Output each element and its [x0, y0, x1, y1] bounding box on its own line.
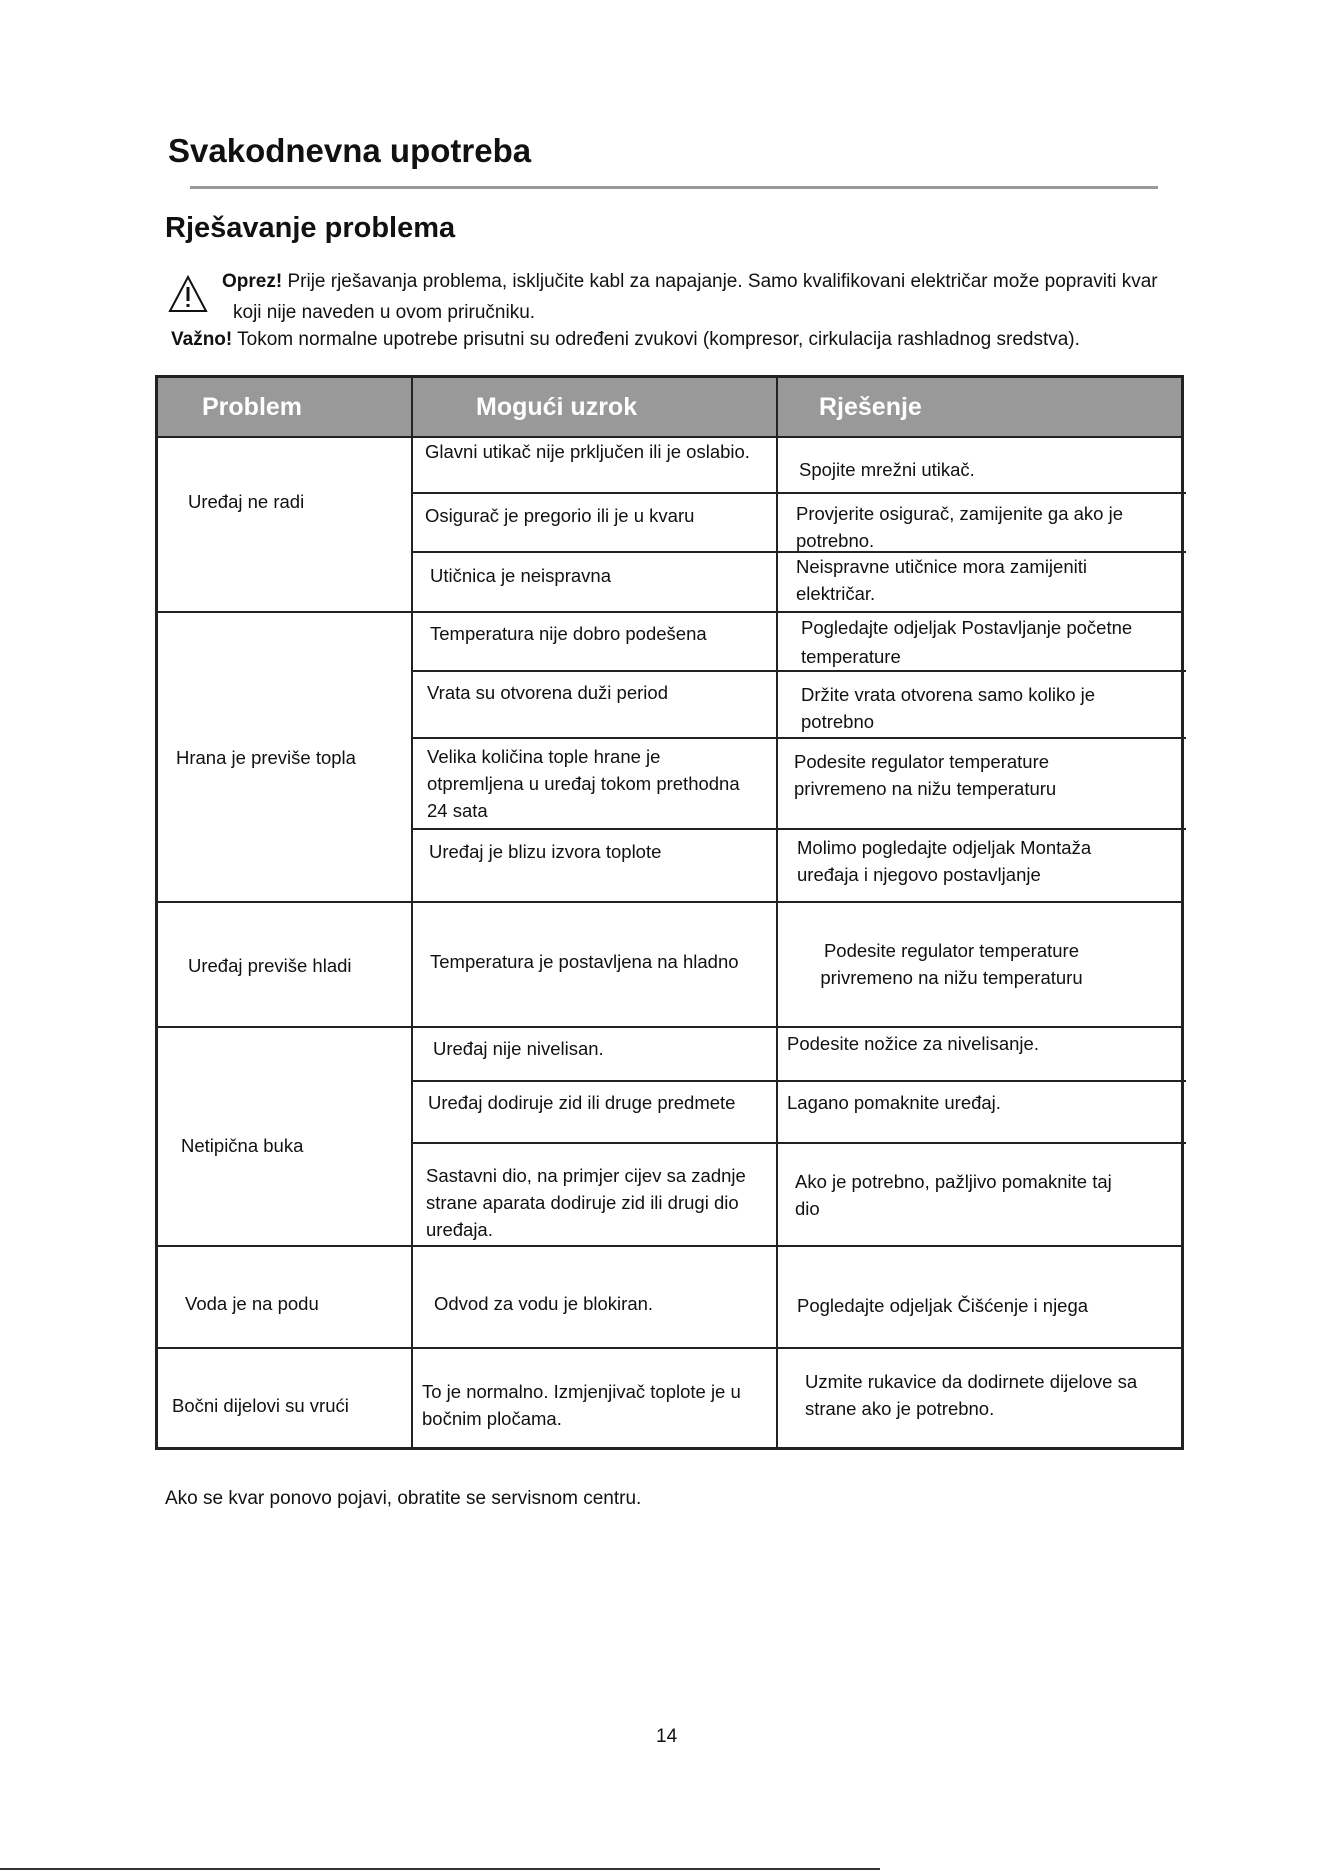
column-divider: [776, 378, 778, 1447]
solution-cell: Molimo pogledajte odjeljak Montaža uređaja i njegovo postavljanje: [797, 837, 1092, 885]
solution-cell: Podesite regulator temperature privremeno na nižu temperaturu: [820, 940, 1083, 988]
page-title: Svakodnevna upotreba: [168, 132, 532, 169]
header-solution: Rješenje: [819, 393, 922, 421]
cause-cell: Uređaj je blizu izvora toplote: [429, 841, 662, 862]
footer-note: Ako se kvar ponovo pojavi, obratite se servisnom centru.: [165, 1488, 642, 1509]
cause-cell: Uređaj dodiruje zid ili druge predmete: [428, 1092, 736, 1113]
solution-cell: Podesite regulator temperature privremeno na nižu temperaturu: [794, 751, 1057, 799]
problem-cell: Bočni dijelovi su vrući: [172, 1395, 349, 1416]
column-divider: [411, 378, 413, 1447]
cause-cell: Temperatura nije dobro podešena: [430, 623, 707, 644]
cause-cell: Glavni utikač nije prključen ili je oslabio.: [425, 441, 750, 462]
caution-label: Oprez!: [222, 271, 283, 292]
problem-cell: Netipična buka: [181, 1135, 304, 1156]
group-divider: [158, 1347, 1181, 1349]
problem-cell: Uređaj previše hladi: [188, 955, 352, 976]
solution-cell: Podesite nožice za nivelisanje.: [787, 1033, 1039, 1054]
row-divider: [411, 1142, 1186, 1144]
table-header-row: [158, 378, 1181, 438]
important-text: [171, 329, 1080, 351]
problem-cell: Voda je na podu: [185, 1293, 319, 1314]
row-divider: [411, 1080, 1186, 1082]
bottom-rule: [0, 1868, 880, 1870]
row-divider: [411, 737, 1186, 739]
solution-cell: Ako je potrebno, pažljivo pomaknite taj dio: [795, 1171, 1112, 1219]
cause-cell: Temperatura je postavljena na hladno: [430, 951, 739, 972]
solution-cell: Spojite mrežni utikač.: [799, 459, 975, 480]
caution-text-continued: koji nije naveden u ovom priručniku.: [233, 302, 536, 323]
caution-text: [222, 271, 1158, 293]
important-body: Tokom normalne upotrebe prisutni su određeni zvukovi (kompresor, cirkulacija rashladnog sredstva).: [232, 329, 1080, 350]
group-divider: [158, 1245, 1181, 1247]
solution-cell: Provjerite osigurač, zamijenite ga ako je potrebno.: [796, 503, 1123, 551]
section-title: Rješavanje problema: [165, 212, 456, 244]
cause-cell: Velika količina tople hrane je otpremljena u uređaj tokom prethodna 24 sata: [427, 746, 740, 821]
header-problem: Problem: [202, 393, 303, 421]
solution-cell: Neispravne utičnice mora zamijeniti električar.: [796, 556, 1087, 604]
page-number: 14: [656, 1726, 678, 1747]
solution-cell: Uzmite rukavice da dodirnete dijelove sa strane ako je potrebno.: [805, 1371, 1138, 1419]
warning-triangle-icon: [168, 275, 208, 313]
cause-cell: Uređaj nije nivelisan.: [433, 1038, 604, 1059]
cause-cell: Sastavni dio, na primjer cijev sa zadnje strane aparata dodiruje zid ili drugi dio uređaja.: [426, 1165, 746, 1240]
cause-cell: Vrata su otvorena duži period: [427, 682, 668, 703]
row-divider: [411, 492, 1186, 494]
troubleshooting-table: [155, 375, 1184, 1450]
group-divider: [158, 901, 1181, 903]
header-cause: Mogući uzrok: [476, 393, 638, 421]
problem-cell: Uređaj ne radi: [188, 491, 305, 512]
cause-cell: Osigurač je pregorio ili je u kvaru: [425, 505, 695, 526]
caution-body: Prije rješavanja problema, isključite kabl za napajanje. Samo kvalifikovani električar može popraviti kvar: [282, 271, 1158, 292]
solution-cell: Lagano pomaknite uređaj.: [787, 1092, 1001, 1113]
important-label: Važno!: [171, 329, 233, 350]
solution-cell: Držite vrata otvorena samo koliko je potrebno: [801, 684, 1096, 732]
cause-cell: Odvod za vodu je blokiran.: [434, 1293, 654, 1314]
solution-cell: Pogledajte odjeljak Postavljanje početne temperature: [801, 617, 1133, 667]
title-divider: [190, 186, 1158, 189]
cause-cell: Utičnica je neispravna: [430, 565, 611, 586]
cause-cell: To je normalno. Izmjenjivač toplote je u bočnim pločama.: [422, 1381, 741, 1429]
solution-cell: Pogledajte odjeljak Čišćenje i njega: [797, 1295, 1089, 1316]
problem-cell: Hrana je previše topla: [176, 747, 356, 768]
row-divider: [411, 828, 1186, 830]
group-divider: [158, 1026, 1181, 1028]
